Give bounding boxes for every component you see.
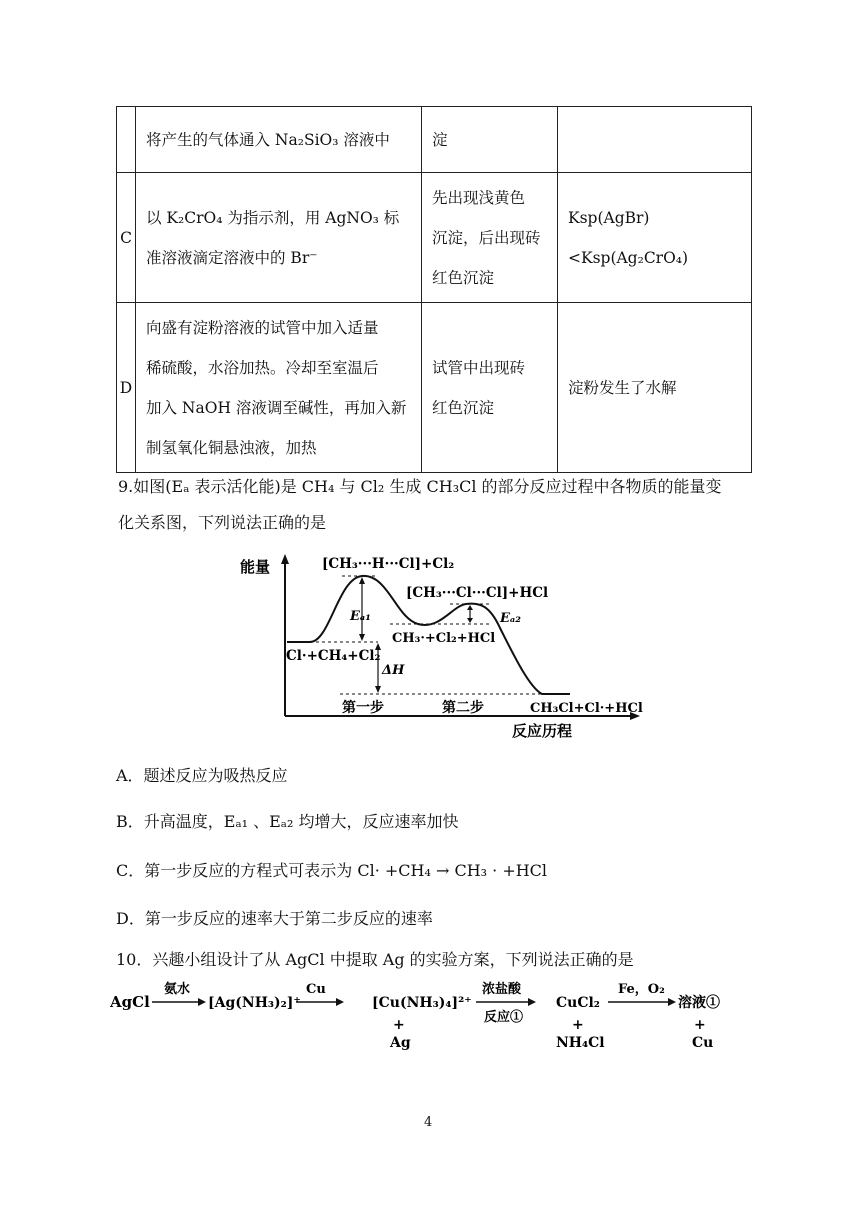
- arrow-3-head: [528, 998, 536, 1006]
- table-row: [117, 303, 752, 473]
- y-axis-arrow: [281, 554, 289, 564]
- ea2-label: Eₐ₂: [500, 611, 521, 626]
- products-label: CH₃Cl+Cl·+HCl: [530, 701, 643, 716]
- agcl-species: AgCl: [110, 993, 150, 1011]
- x-axis-label: 反应历程: [512, 722, 573, 740]
- q9-option-d: D．第一步反应的速率大于第二步反应的速率: [116, 909, 433, 928]
- ea2-arrow-head: [467, 605, 473, 610]
- arrow-4-head: [668, 998, 676, 1006]
- experiment-table: [116, 106, 752, 473]
- solution-1-species: 溶液①: [678, 995, 720, 1011]
- phenomenon-cell: 试管中出现砖 红色沉淀: [432, 358, 526, 417]
- row-label: D: [117, 303, 136, 473]
- intermediate-label: CH₃·+Cl₂+HCl: [392, 631, 496, 646]
- table-row: [117, 107, 752, 173]
- ea2-arrow-tail: [467, 618, 473, 623]
- reaction-1-label: 反应①: [484, 1010, 524, 1025]
- y-axis-label: 能量: [240, 558, 271, 576]
- ts1-label: [CH₃···H···Cl]+Cl₂: [322, 556, 455, 572]
- operation-cell: 将产生的气体通入 Na₂SiO₃ 溶液中: [146, 130, 390, 149]
- cucl2-species: CuCl₂: [556, 995, 600, 1011]
- operation-cell: 以 K₂CrO₄ 为指示剂，用 AgNO₃ 标 准溶液滴定溶液中的 Br⁻: [146, 208, 400, 267]
- plus-sign: +: [393, 1017, 405, 1033]
- ts2-label: [CH₃···Cl···Cl]+HCl: [406, 585, 549, 601]
- q9-stem-line2: 化关系图，下列说法正确的是: [118, 513, 327, 532]
- table-row: [117, 173, 752, 303]
- dh-label: ΔH: [382, 663, 405, 678]
- row-label: C: [117, 173, 136, 303]
- diammine-silver-species: [Ag(NH₃)₂]⁺: [208, 995, 301, 1011]
- energy-diagram: [230, 548, 650, 748]
- cu-species: Cu: [692, 1035, 714, 1051]
- q9-option-b: B．升高温度，Eₐ₁ 、Eₐ₂ 均增大，反应速率加快: [116, 812, 459, 831]
- ea1-arrow-head: [359, 577, 365, 584]
- tetraammine-copper-species: [Cu(NH₃)₄]²⁺: [372, 995, 472, 1011]
- reaction-scheme: [110, 975, 750, 1055]
- ea1-arrow-tail: [359, 634, 365, 641]
- arrow-1-head: [198, 998, 206, 1006]
- conclusion-cell: Ksp(AgBr)<Ksp(Ag₂CrO₄): [568, 208, 689, 267]
- q9-option-a: A．题述反应为吸热反应: [116, 766, 288, 785]
- cu-reagent: Cu: [306, 982, 326, 997]
- hcl-reagent: 浓盐酸: [482, 982, 522, 997]
- step1-label: 第一步: [342, 700, 384, 716]
- plus-sign: +: [694, 1017, 706, 1033]
- phenomenon-cell: 先出现浅黄色 沉淀，后出现砖 红色沉淀: [432, 188, 541, 287]
- q10-stem: 10．兴趣小组设计了从 AgCl 中提取 Ag 的实验方案，下列说法正确的是: [116, 950, 634, 969]
- ea1-label: Eₐ₁: [350, 609, 371, 624]
- plus-sign: +: [572, 1017, 584, 1033]
- operation-cell: 向盛有淀粉溶液的试管中加入适量 稀硫酸，水浴加热。冷却至室温后 加入 NaOH 溶液调至碱性，再加入新 制氢氧化铜悬浊液，加热: [146, 318, 407, 457]
- nh4cl-species: NH₄Cl: [556, 1035, 605, 1051]
- step2-label: 第二步: [442, 700, 484, 716]
- ag-species: Ag: [390, 1035, 411, 1051]
- page-number: 4: [424, 1115, 433, 1130]
- q9-stem-line1: 9.如图(Eₐ 表示活化能)是 CH₄ 与 Cl₂ 生成 CH₃Cl 的部分反应过程中各物质的能量变: [118, 477, 722, 496]
- reactants-label: Cl·+CH₄+Cl₂: [286, 648, 381, 664]
- q9-option-c: C．第一步反应的方程式可表示为 Cl· +CH₄ → CH₃ · +HCl: [116, 861, 548, 880]
- phenomenon-cell: 淀: [432, 130, 448, 149]
- dh-arrow-tail: [375, 686, 381, 693]
- conclusion-cell: 淀粉发生了水解: [568, 378, 677, 397]
- arrow-2-head: [336, 998, 344, 1006]
- row-label: [117, 107, 136, 173]
- fe-o2-reagent: Fe，O₂: [618, 982, 665, 997]
- ammonia-reagent: 氨水: [164, 982, 191, 997]
